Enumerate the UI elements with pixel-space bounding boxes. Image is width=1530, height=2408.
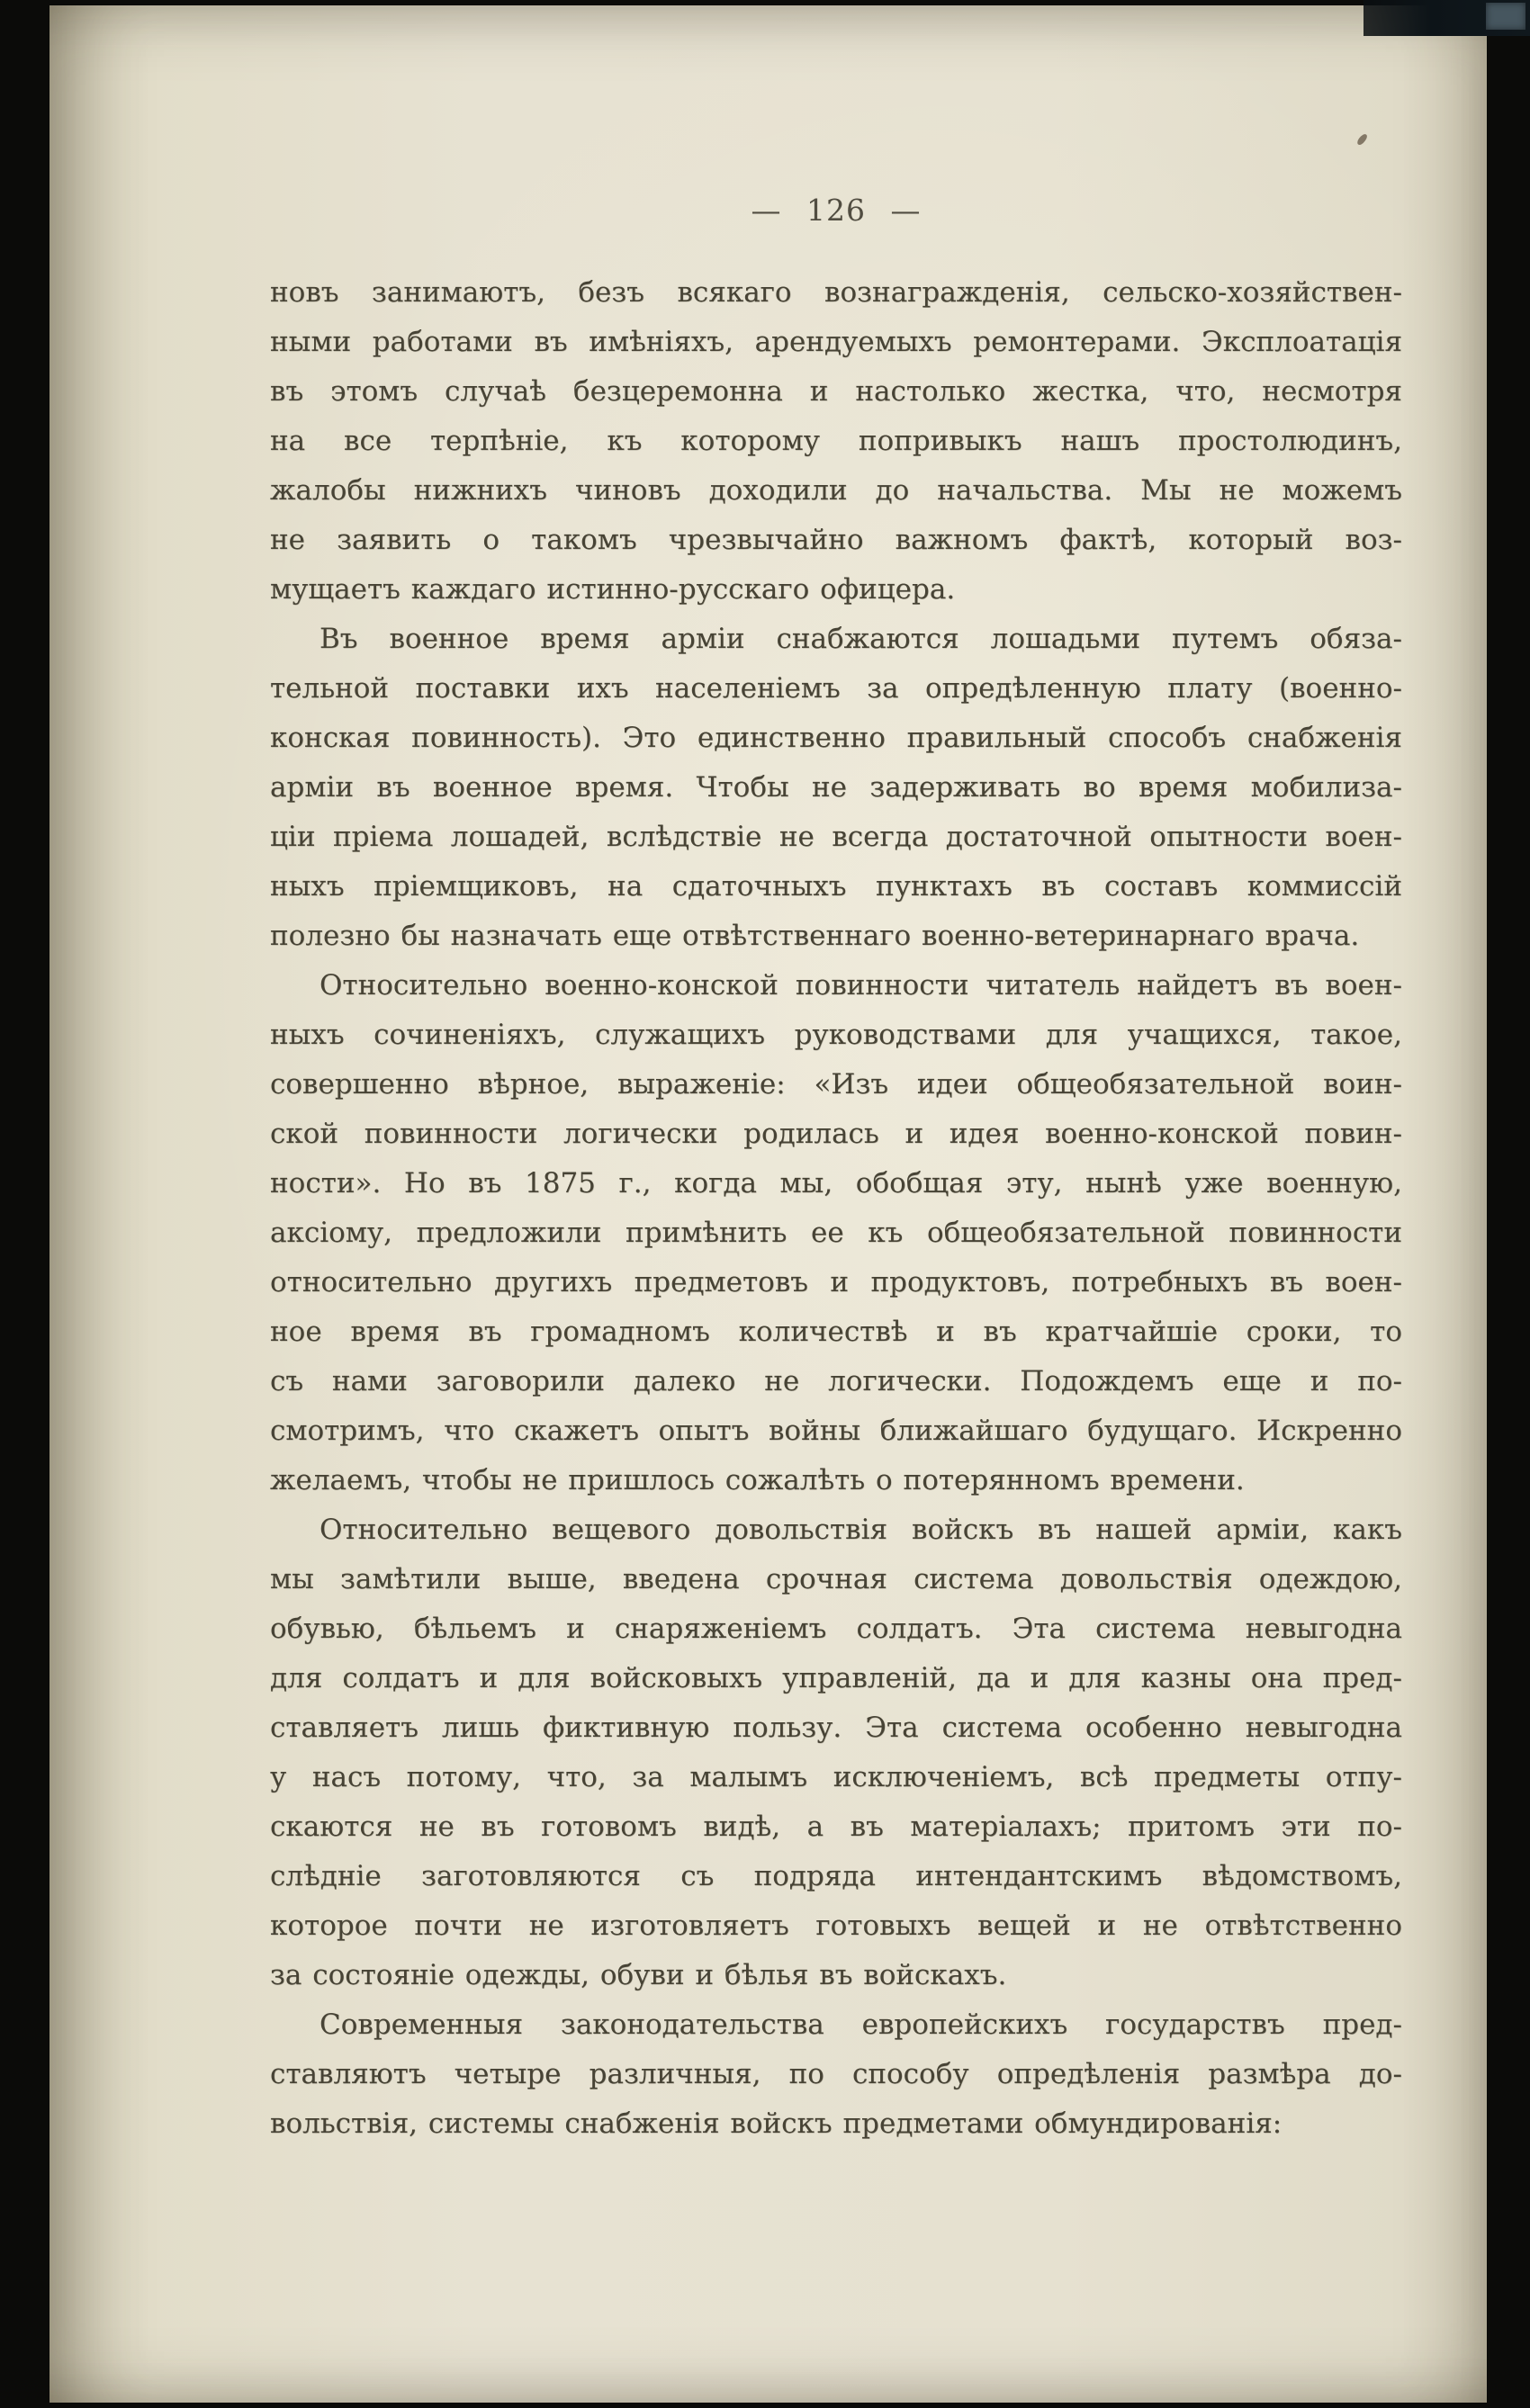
text-line: арміи въ военное время. Чтобы не задерживать во время мобилиза-: [270, 771, 1402, 804]
text-line: ности». Но въ 1875 г., когда мы, обобщая эту, нынѣ уже военную,: [270, 1167, 1402, 1200]
text-line: относительно другихъ предметовъ и продуктовъ, потребныхъ въ воен-: [270, 1266, 1402, 1298]
text-line: за состояніе одежды, обуви и бѣлья въ войскахъ.: [270, 1959, 1007, 1991]
paragraph: [270, 1505, 1402, 2000]
text-line: мы замѣтили выше, введена срочная система довольствія одеждою,: [270, 1563, 1402, 1595]
binding-tab: [1486, 3, 1526, 30]
text-line: ными работами въ имѣніяхъ, арендуемыхъ ремонтерами. Эксплоатація: [270, 326, 1402, 358]
text-line: аксіому, предложили примѣнить ее къ общеобязательной повинности: [270, 1217, 1402, 1249]
text-line: конская повинность). Это единственно правильный способъ снабженія: [270, 722, 1402, 754]
text-line: въ этомъ случаѣ безцеремонна и настолько жестка, что, несмотря: [270, 375, 1402, 408]
text-line: обувью, бѣльемъ и снаряженіемъ солдатъ. Эта система невыгодна: [270, 1613, 1402, 1645]
text-line: скаются не въ готовомъ видѣ, а въ матеріалахъ; притомъ эти по-: [270, 1810, 1402, 1843]
paragraph: [270, 2000, 1402, 2149]
page-number: — 126 —: [751, 193, 922, 228]
top-right-scan-corner: [1364, 0, 1530, 36]
text-block: [270, 268, 1402, 2149]
text-line: слѣдніе заготовляются съ подряда интендантскимъ вѣдомствомъ,: [270, 1860, 1402, 1892]
text-line: жалобы нижнихъ чиновъ доходили до начальства. Мы не можемъ: [270, 474, 1402, 507]
text-line: смотримъ, что скажетъ опытъ войны ближайшаго будущаго. Искренно: [270, 1415, 1402, 1447]
paragraph: [270, 961, 1402, 1505]
text-line: у насъ потому, что, за малымъ исключеніемъ, всѣ предметы отпу-: [270, 1761, 1402, 1793]
text-line: ныхъ пріемщиковъ, на сдаточныхъ пунктахъ въ составъ коммиссій: [270, 870, 1402, 903]
text-line: тельной поставки ихъ населеніемъ за опредѣленную плату (военно-: [270, 672, 1402, 705]
text-line: желаемъ, чтобы не пришлось сожалѣть о потерянномъ времени.: [270, 1464, 1245, 1496]
text-line: съ нами заговорили далеко не логически. Подождемъ еще и по-: [270, 1365, 1402, 1397]
paragraph: [270, 615, 1402, 961]
text-line: ное время въ громадномъ количествѣ и въ кратчайшіе сроки, то: [270, 1316, 1402, 1348]
text-line: Относительно военно-конской повинности читатель найдетъ въ воен-: [320, 969, 1402, 1002]
paragraph: [270, 268, 1402, 615]
text-line: вольствія, системы снабженія войскъ предметами обмундированія:: [270, 2107, 1282, 2140]
text-line: ставляетъ лишь фиктивную пользу. Эта система особенно невыгодна: [270, 1712, 1402, 1744]
text-line: ской повинности логически родилась и идея военно-конской повин-: [270, 1118, 1402, 1150]
book-page-scan: [50, 5, 1487, 2403]
text-line: ныхъ сочиненіяхъ, служащихъ руководствами для учащихся, такое,: [270, 1019, 1402, 1051]
text-line: ціи пріема лошадей, вслѣдствіе не всегда достаточной опытности воен-: [270, 821, 1402, 853]
right-scan-edge-shadow: [1487, 0, 1530, 2408]
text-line: на все терпѣніе, къ которому попривыкъ нашъ простолюдинъ,: [270, 425, 1402, 457]
text-line: которое почти не изготовляетъ готовыхъ вещей и не отвѣтственно: [270, 1909, 1402, 1942]
text-line: Въ военное время арміи снабжаются лошадьми путемъ обяза-: [320, 623, 1402, 655]
text-line: полезно бы назначать еще отвѣтственнаго военно-ветеринарнаго врача.: [270, 920, 1360, 952]
paper-blemish: [1356, 132, 1369, 146]
text-line: Современныя законодательства европейскихъ государствъ пред-: [320, 2008, 1402, 2041]
text-line: мущаетъ каждаго истинно-русскаго офицера.: [270, 573, 956, 606]
text-line: для солдатъ и для войсковыхъ управленій, да и для казны она пред-: [270, 1662, 1402, 1694]
text-line: новъ занимаютъ, безъ всякаго вознагражденія, сельско-хозяйствен-: [270, 276, 1402, 309]
text-line: не заявить о такомъ чрезвычайно важномъ фактѣ, который воз-: [270, 524, 1402, 556]
text-line: Относительно вещевого довольствія войскъ въ нашей арміи, какъ: [320, 1514, 1402, 1546]
text-line: ставляютъ четыре различныя, по способу опредѣленія размѣра до-: [270, 2058, 1402, 2090]
text-line: совершенно вѣрное, выраженіе: «Изъ идеи общеобязательной воин-: [270, 1068, 1402, 1101]
